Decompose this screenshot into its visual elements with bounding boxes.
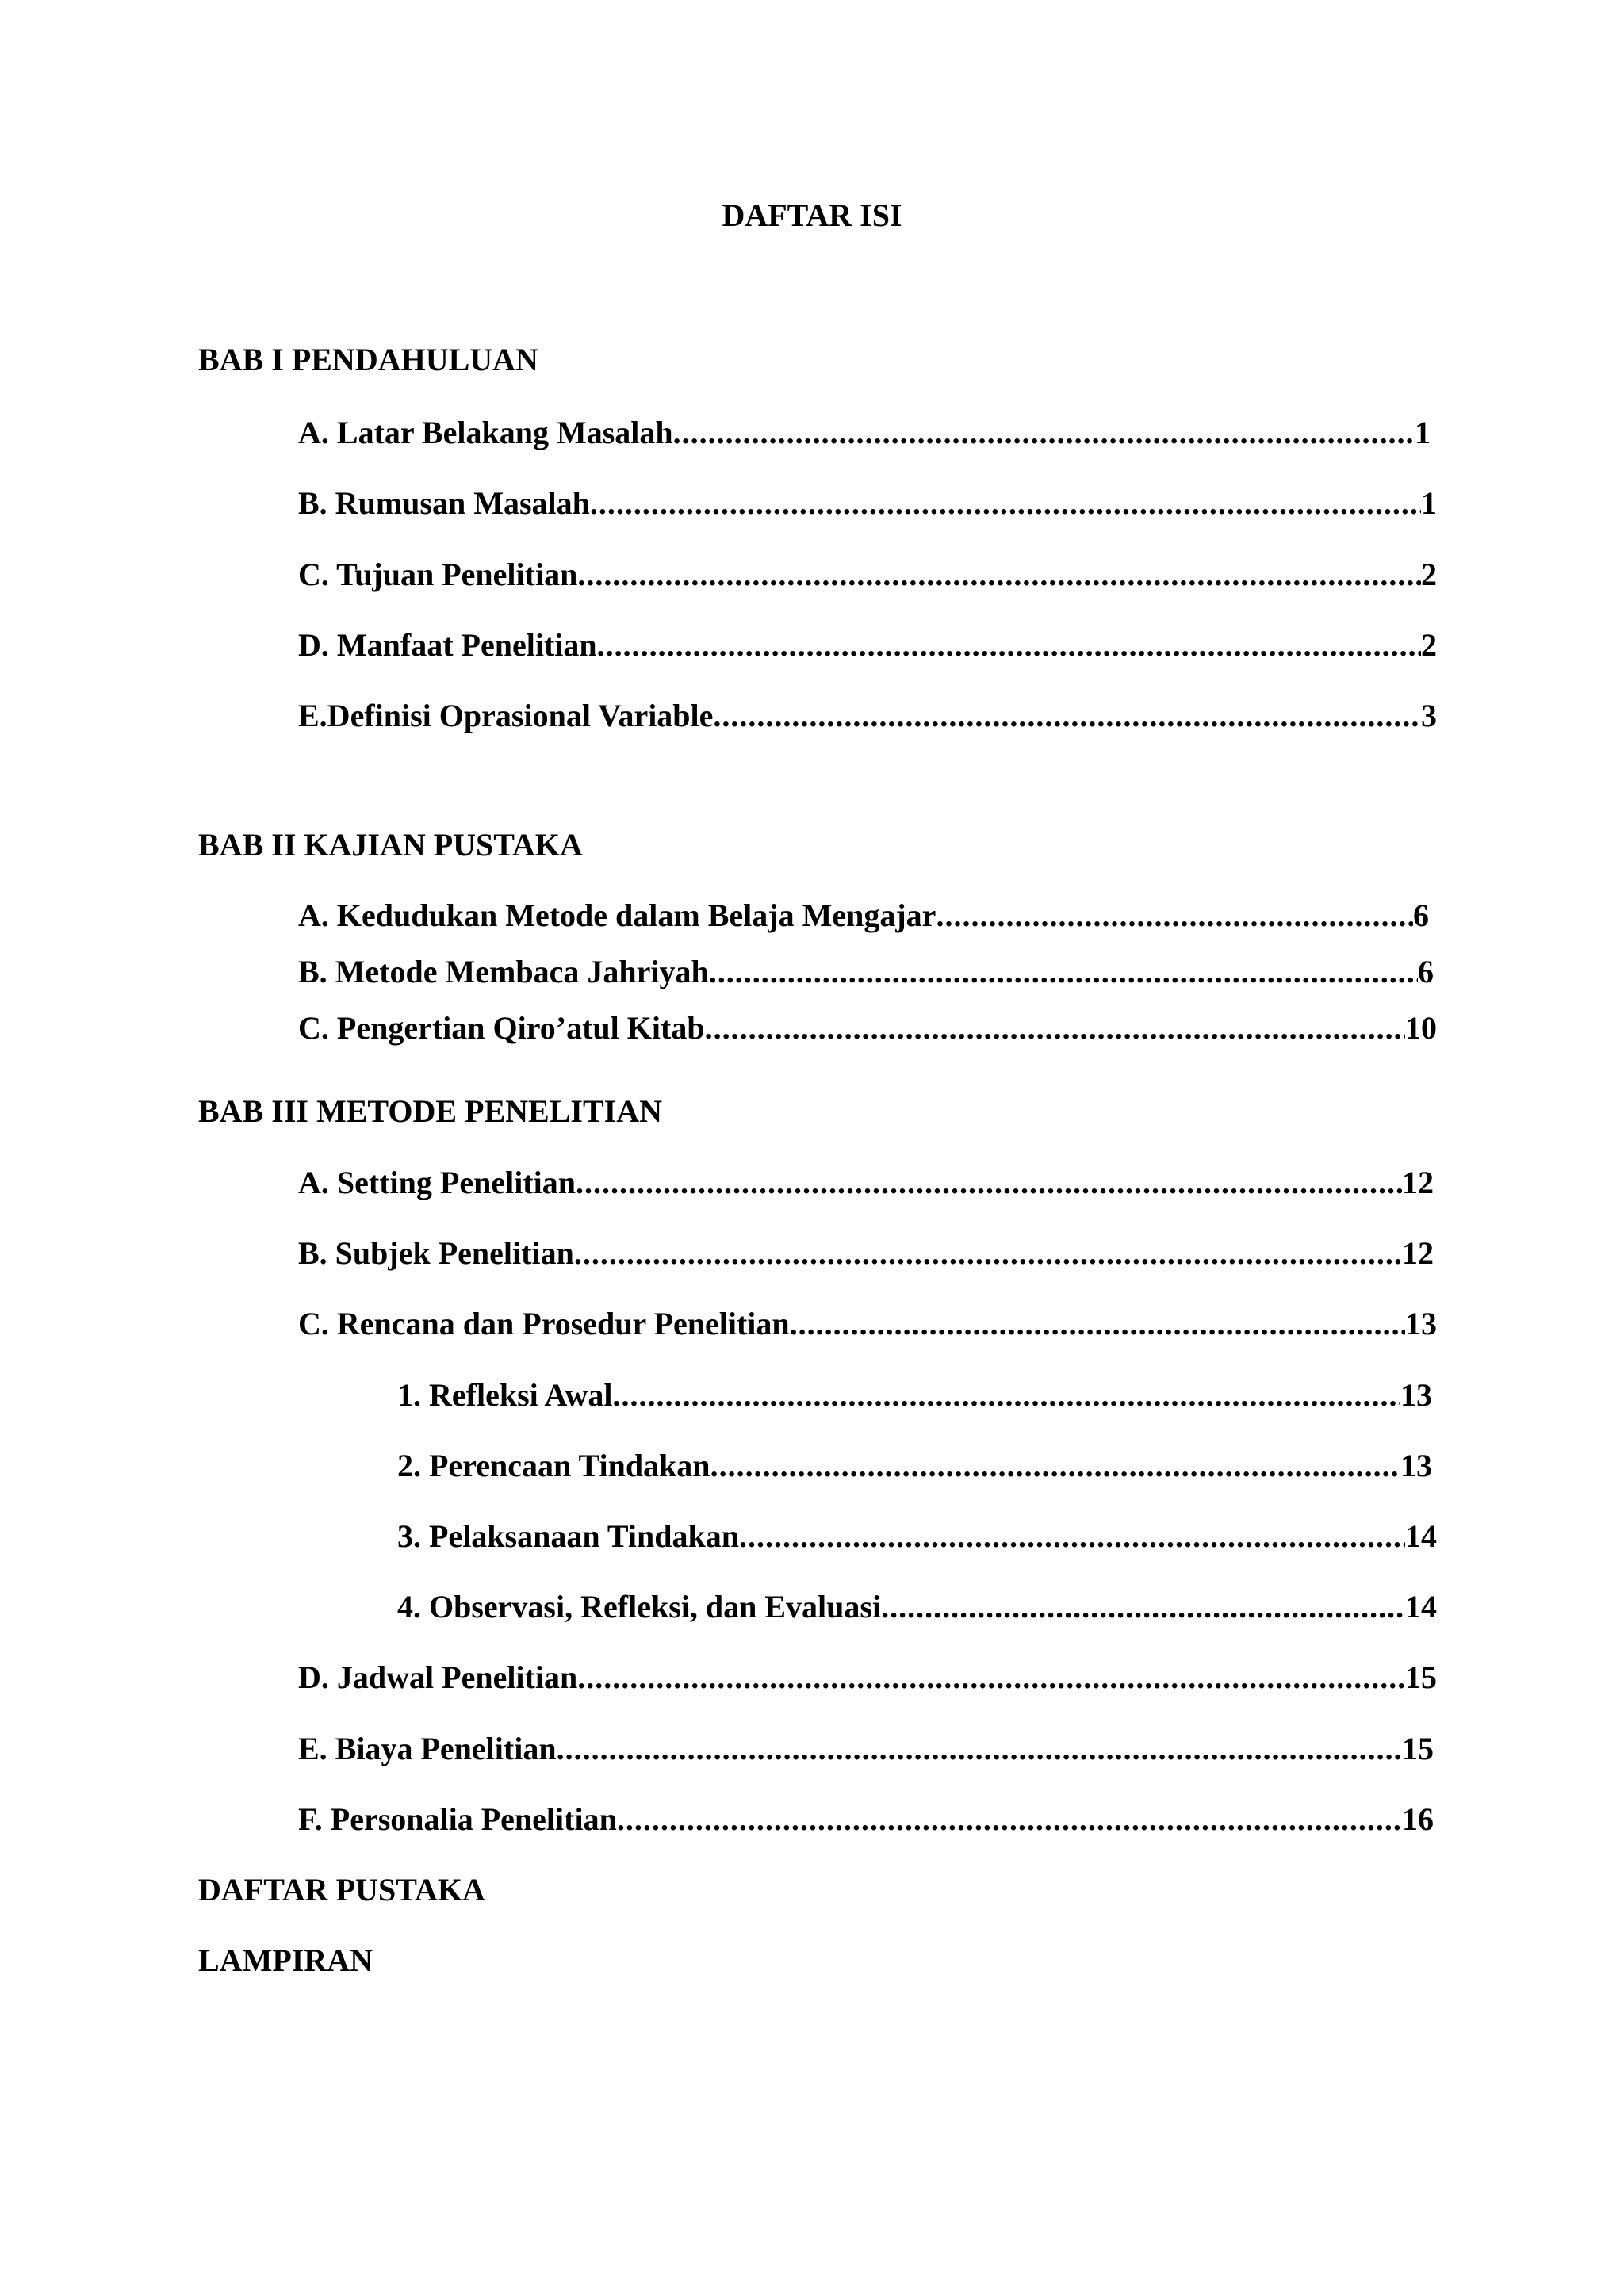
toc-entry-label: C. Rencana dan Prosedur Penelitian <box>298 1306 790 1341</box>
dot-leader <box>881 1588 1405 1626</box>
dot-leader <box>673 414 1415 452</box>
toc-entry-label: D. Jadwal Penelitian <box>298 1659 578 1695</box>
dot-leader <box>709 953 1418 991</box>
dot-leader <box>936 897 1413 935</box>
toc-page-number: 12 <box>1402 1165 1434 1200</box>
toc-entry-manfaat-penelitian[interactable] <box>298 626 1437 664</box>
dot-leader <box>705 1009 1405 1047</box>
toc-page-number: 6 <box>1418 954 1434 989</box>
toc-entry-label: D. Manfaat Penelitian <box>298 627 597 663</box>
toc-entry-setting-penelitian[interactable] <box>298 1164 1434 1202</box>
toc-page-number: 3 <box>1421 698 1437 733</box>
page-title: DAFTAR ISI <box>722 197 902 233</box>
heading-lampiran[interactable]: LAMPIRAN <box>198 1942 373 1978</box>
toc-entry-personalia-penelitian[interactable] <box>298 1800 1434 1839</box>
toc-entry-label: 3. Pelaksanaan Tindakan <box>397 1518 739 1554</box>
toc-subentry-observasi-refleksi[interactable] <box>397 1588 1437 1626</box>
toc-entry-pengertian-qiroatul[interactable] <box>298 1009 1437 1047</box>
toc-page-number: 14 <box>1405 1589 1437 1624</box>
toc-subentry-perencaan-tindakan[interactable] <box>397 1447 1432 1485</box>
dot-leader <box>713 697 1421 735</box>
heading-daftar-pustaka[interactable]: DAFTAR PUSTAKA <box>198 1872 485 1908</box>
toc-entry-label: E. Biaya Penelitian <box>298 1731 557 1766</box>
toc-page-number: 12 <box>1402 1235 1434 1271</box>
toc-page-number: 10 <box>1405 1010 1437 1046</box>
toc-page-number: 15 <box>1402 1731 1434 1766</box>
dot-leader <box>739 1517 1405 1556</box>
toc-entry-label: 4. Observasi, Refleksi, dan Evaluasi <box>397 1589 882 1624</box>
toc-page-number: 15 <box>1405 1659 1437 1695</box>
toc-entry-label: B. Metode Membaca Jahriyah <box>298 954 709 989</box>
toc-entry-metode-membaca[interactable] <box>298 953 1434 991</box>
toc-page-number: 14 <box>1405 1518 1437 1554</box>
dot-leader <box>577 1659 1405 1697</box>
toc-subentry-refleksi-awal[interactable] <box>397 1376 1432 1414</box>
toc-entry-rencana-prosedur[interactable] <box>298 1305 1437 1343</box>
toc-entry-label: B. Rumusan Masalah <box>298 485 590 521</box>
toc-subentry-pelaksanaan-tindakan[interactable] <box>397 1517 1437 1556</box>
dot-leader <box>576 1164 1402 1202</box>
dot-leader <box>617 1800 1402 1839</box>
chapter-heading-bab-3: BAB III METODE PENELITIAN <box>198 1093 662 1129</box>
toc-entry-label: B. Subjek Penelitian <box>298 1235 574 1271</box>
dot-leader <box>597 626 1421 664</box>
toc-entry-label: A. Latar Belakang Masalah <box>298 415 673 450</box>
dot-leader <box>574 1234 1402 1272</box>
toc-page-number: 1 <box>1421 485 1437 521</box>
toc-entry-label: 1. Refleksi Awal <box>397 1377 613 1413</box>
chapter-heading-bab-1: BAB I PENDAHULUAN <box>198 342 538 377</box>
toc-entry-definisi-oprasional[interactable] <box>298 697 1437 735</box>
toc-entry-label: F. Personalia Penelitian <box>298 1801 617 1837</box>
toc-page-number: 2 <box>1421 557 1437 592</box>
toc-entry-kedudukan-metode[interactable] <box>298 897 1429 935</box>
dot-leader <box>590 484 1421 522</box>
dot-leader <box>612 1376 1400 1414</box>
toc-entry-rumusan-masalah[interactable] <box>298 484 1437 522</box>
toc-entry-label: C. Pengertian Qiro’atul Kitab <box>298 1010 705 1046</box>
toc-entry-tujuan-penelitian[interactable] <box>298 556 1437 594</box>
toc-entry-subjek-penelitian[interactable] <box>298 1234 1434 1272</box>
toc-entry-label: A. Setting Penelitian <box>298 1165 576 1200</box>
dot-leader <box>710 1447 1400 1485</box>
toc-entry-jadwal-penelitian[interactable] <box>298 1659 1437 1697</box>
toc-page-number: 13 <box>1400 1448 1432 1483</box>
toc-entry-label: E.Definisi Oprasional Variable <box>298 698 714 733</box>
toc-entry-label: 2. Perencaan Tindakan <box>397 1448 710 1483</box>
toc-page-number: 13 <box>1400 1377 1432 1413</box>
toc-entry-label: C. Tujuan Penelitian <box>298 557 578 592</box>
toc-entry-biaya-penelitian[interactable] <box>298 1730 1434 1768</box>
toc-page-number: 6 <box>1413 897 1429 933</box>
chapter-heading-bab-2: BAB II KAJIAN PUSTAKA <box>198 827 583 863</box>
toc-page-number: 13 <box>1405 1306 1437 1341</box>
dot-leader <box>577 556 1421 594</box>
toc-entry-latar-belakang[interactable] <box>298 414 1431 452</box>
toc-page-number: 16 <box>1402 1801 1434 1837</box>
toc-page-number: 1 <box>1415 415 1431 450</box>
dot-leader <box>790 1305 1405 1343</box>
toc-page-number: 2 <box>1421 627 1437 663</box>
dot-leader <box>557 1730 1402 1768</box>
toc-entry-label: A. Kedudukan Metode dalam Belaja Mengajar <box>298 897 936 933</box>
